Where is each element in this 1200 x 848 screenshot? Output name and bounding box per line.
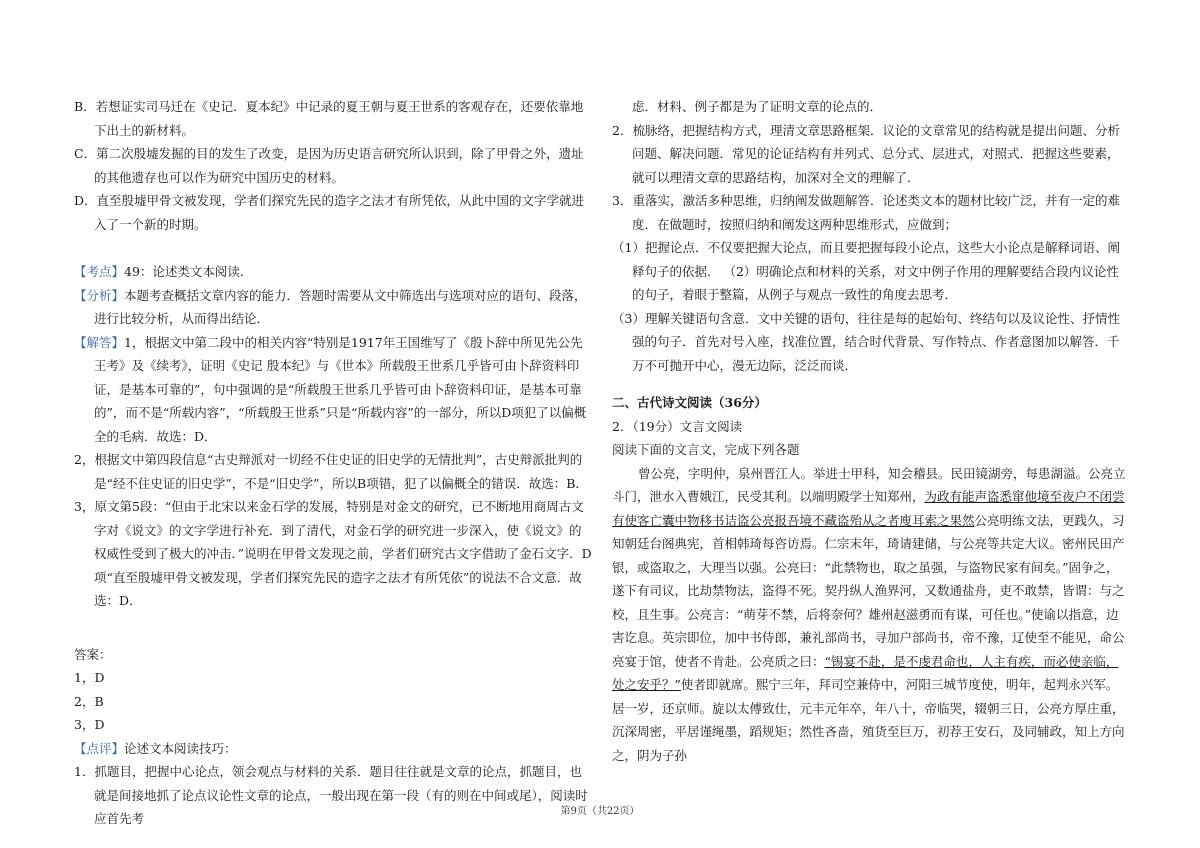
dianping-text: 论述文本阅读技巧： (124, 740, 237, 756)
kaodian-tag: 【考点】 (74, 264, 125, 279)
kaodian-line (74, 260, 592, 284)
jieda-text-1: 1，根据文中第二段中的相关内容“特别是1917年王国维写了《殷卜辞中所见先公先王考》及《续考》，证明《史记 殷本纪》与《世本》所载殷王世系几乎皆可由卜辞资料印证，是基本可靠的”，句中强调的是“所载殷王世系几乎皆可由卜辞资料印证，是基本可靠的”，而不是“所载内容”，“所载殷王世系”只是“所载内容”的一部分，所以D项犯了以偏概全的毛病．故选：D． (94, 334, 587, 444)
dianping-tag: 【点评】 (74, 740, 125, 756)
spacer (74, 613, 592, 643)
passage-underline-1: 为政有能声盗悉窜他境至夜户不闭尝有使客亡囊中物移书诘盗公亮报吾境不藏盗殆从之者廋耳索之果然 (612, 489, 1125, 528)
spacer (74, 236, 592, 260)
page-footer: 第9页（共22页） (560, 806, 640, 817)
passage-part-b: 公亮明练文法，更践久，习知朝廷台阁典宪，首相韩琦每咨访焉。仁宗末年，琦请建储，与公亮等共定大议。密州民田产银，或盗取之，大理当以强。公亮曰：“此禁物也，取之虽强，与盗物民家有间矣。”固争之，遂下有司议，比劫禁物法，盗得不死。契丹纵人渔界河，又数通盐舟，吏不敢禁，皆谓：与之校，且生事。公亮言：“萌芽不禁，后将奈何？雄州赵滋勇而有谋，可任也。”使谕以指意，边害讫息。英宗即位，加中书侍郎，兼礼部尚书，寻加户部尚书，帝不豫，辽使至不能见，命公亮宴于馆，使者不肯赴。公亮质之曰： (612, 512, 1125, 669)
passage-part-c: 使者即就席。熙宁三年，拜司空兼侍中，河阳三城节度使，明年，起判永兴军。居一岁，还京师。旋以太傅致仕，元丰元年卒，年八十，帝临哭，辍朝三日，公亮方厚庄重，沉深周密，平居谨绳墨，蹈规矩；然性吝啬，殖货至巨万，初荐王安石，及同辅政，知上方向之，阴为子孙 (612, 677, 1125, 763)
passage-underline-2: “锡宴不赴，是不虔君命也，人主有疾，而必使亲临，处之安乎？” (612, 653, 1119, 692)
instruction-line: 阅读下面的文言文，完成下列各题 (612, 442, 800, 457)
tip-3: 3．重落实，激活多种思维，归纳阐发做题解答．论述类文本的题材比较广泛，并有一定的难度．在做题时，按照归纳和阐发这两种思维形式，应做到； (612, 193, 1120, 232)
tip-1-end: 虑．材料、例子都是为了证明文章的论点的． (632, 99, 883, 114)
option-b: B．若想证实司马迁在《史记．夏本纪》中记录的夏王朝与夏王世系的客观存在，还要依靠地下出土的新材料。 (74, 99, 584, 138)
question-line: 2．（19分）文言文阅读 (612, 418, 743, 434)
passage-part-a: 曾公亮，字明仲，泉州晋江人。举进士甲科，知会稽县。民田镜湖旁，每患湖溢。公亮立斗门，泄水入曹娥江，民受其利。以端明殿学士知郑州， (612, 465, 1126, 504)
jieda-line-3: 3，原文第5段：“但由于北宋以来金石学的发展，特别是对金文的研究，已不断地用商周古文字对《说文》的文字学进行补充．到了清代，对金石学的研究进一步深入，使《说文》的权威性受到了极大的冲击．”说明在甲骨文发现之前，学者们研究古文字借助了金石文字．D项“直至殷墟甲骨文被发现，学者们探究先民的造字之法才有所凭依”的说法不合文意．故选：D． (74, 499, 592, 608)
tip-2: 2．梳脉络，把握结构方式，理清文章思路框架．议论的文章常见的结构就是提出问题、分析问题、解决问题．常见的论证结构有并列式、总分式、层进式，对照式．把握这些要素，就可以理清文章的思路结构，加深对全文的理解了． (612, 122, 1120, 185)
fenxi-tag: 【分析】 (74, 287, 125, 303)
jieda-line-1 (74, 331, 592, 449)
fenxi-line (74, 284, 592, 331)
option-d: D．直至殷墟甲骨文被发现，学者们探究先民的造字之法才有所凭依，从此中国的文字学就进入了一个新的时期。 (74, 193, 585, 232)
spacer (612, 377, 1130, 391)
fenxi-text: 本题考查概括文章内容的能力．答题时需要从文中筛选出与选项对应的语句、段落，进行比较分析，从而得出结论． (94, 287, 587, 326)
section-title: 二、古代诗文阅读（36分） (612, 395, 767, 410)
answer-1: 1，D (74, 670, 105, 685)
tip-1-start: 1．抓题目，把握中心论点，领会观点与材料的关系．题目往往就是文章的论点，抓题目，也就是间接地抓了论点议论性文章的论点，一般出现在第一段（有的则在中间或尾），阅读时应首先考 (74, 764, 588, 826)
option-c: C．第二次殷墟发掘的目的发生了改变，是因为历史语言研究所认识到，除了甲骨之外，遗址的其他遗存也可以作为研究中国历史的材料。 (74, 146, 584, 185)
answer-title: 答案： (74, 646, 112, 662)
tip-3-1: （1）把握论点．不仅要把握大论点，而且要把握每段小论点，这些大小论点是解释词语、阐释句子的依据． （2）明确论点和材料的关系，对文中例子作用的理解要结合段内议论性的句子，着眼于整篇，从例子与观点一致性的角度去思考． (612, 240, 1120, 302)
jieda-line-2: 2，根据文中第四段信息“古史辩派对一切经不住史证的旧史学的无情批判”，古史辩派批判的是“经不住史证的旧史学”，不是“旧史学”，所以B项错，犯了以偏概全的错误．故选：B． (74, 452, 588, 491)
dianping-line (74, 737, 592, 761)
kaodian-text: 49：论述类文本阅读． (124, 264, 253, 279)
answer-3: 3，D (74, 717, 105, 732)
answer-2: 2，B (74, 693, 104, 709)
right-column (612, 95, 1130, 767)
left-column (74, 95, 592, 831)
jieda-tag: 【解答】 (74, 334, 125, 350)
tip-3-3: （3）理解关键语句含意．文中关键的语句，往往是每的起始句、终结句以及议论性、抒情性强的句子．首先对号入座，找准位置，结合时代背景、写作特点、作者意图加以解答．千万不可抛开中心，漫无边际，泛泛而谈． (612, 310, 1120, 373)
classical-passage (612, 462, 1130, 768)
